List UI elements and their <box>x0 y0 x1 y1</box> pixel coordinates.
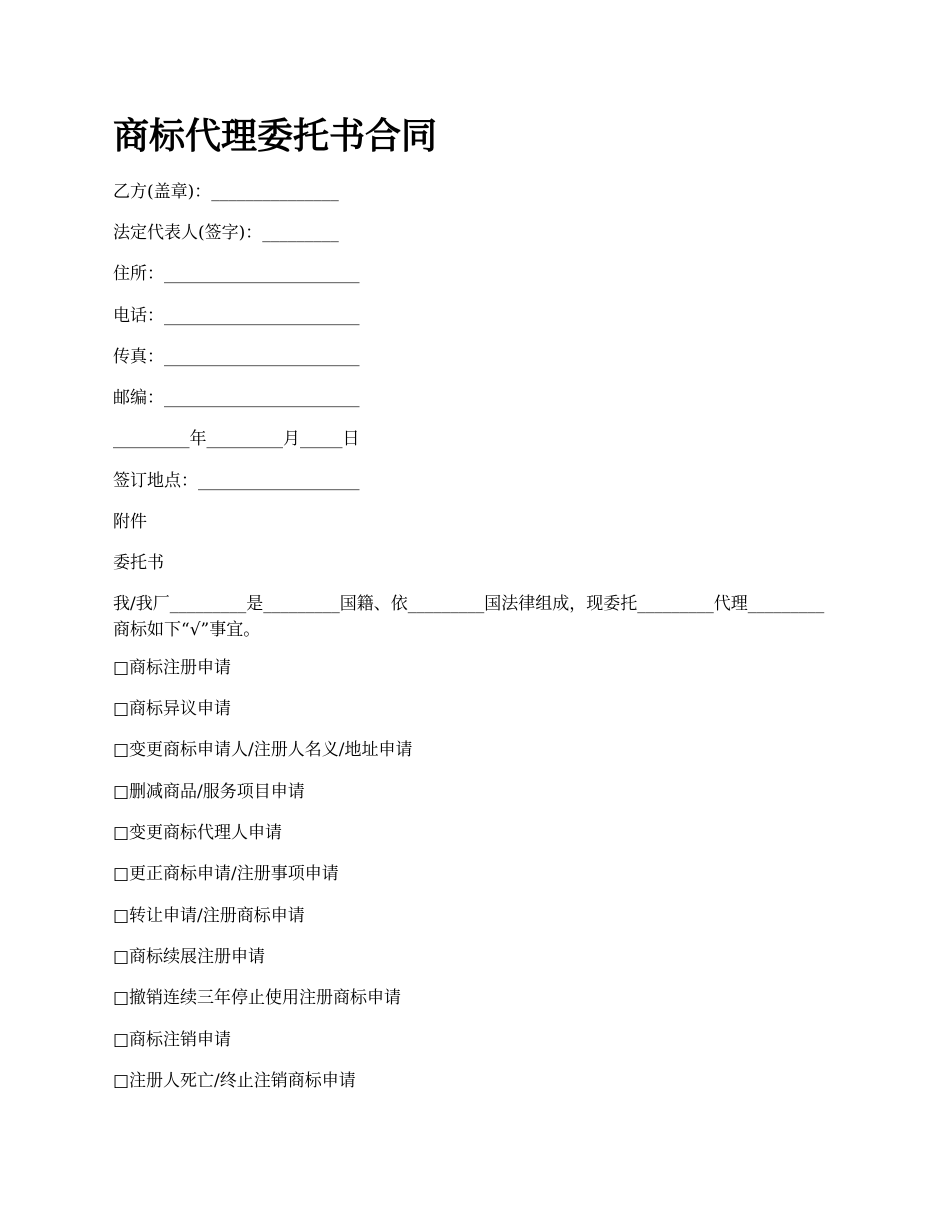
party-b-seal-field: 乙方(盖章)：_______________ <box>113 182 339 202</box>
legal-representative-field: 法定代表人(签字)：_________ <box>113 223 339 243</box>
checklist-item-change-agent: □变更商标代理人申请 <box>113 823 283 843</box>
checklist-item-opposition: □商标异议申请 <box>113 699 232 719</box>
entrustment-statement: 我/我厂_________是_________国籍、依_________国法律组成，现委托_________代理_________商标如下“√”事宜。 <box>113 594 825 640</box>
appendix-label: 附件 <box>113 512 147 532</box>
checklist-item-trademark-registration: □商标注册申请 <box>113 658 232 678</box>
checklist-item-renewal: □商标续展注册申请 <box>113 947 266 967</box>
fax-field: 传真：_______________________ <box>113 347 360 367</box>
power-of-attorney-label: 委托书 <box>113 553 164 573</box>
phone-field: 电话：_______________________ <box>113 306 360 326</box>
checklist-item-deregistration: □商标注销申请 <box>113 1030 232 1050</box>
checklist-item-death-termination-deregistration: □注册人死亡/终止注销商标申请 <box>113 1071 356 1091</box>
checklist-item-cancellation-non-use: □撤销连续三年停止使用注册商标申请 <box>113 988 402 1008</box>
postcode-field: 邮编：_______________________ <box>113 388 360 408</box>
document-title: 商标代理委托书合同 <box>113 115 438 157</box>
checklist-item-delete-goods-services: □删减商品/服务项目申请 <box>113 782 305 802</box>
checklist-item-change-applicant-name-address: □变更商标申请人/注册人名义/地址申请 <box>113 740 413 760</box>
date-field: _________年_________月_____日 <box>113 429 360 449</box>
signing-location-field: 签订地点：___________________ <box>113 471 360 491</box>
address-field: 住所：_______________________ <box>113 264 360 284</box>
checklist-item-correction: □更正商标申请/注册事项申请 <box>113 864 339 884</box>
checklist-item-assignment: □转让申请/注册商标申请 <box>113 906 305 926</box>
